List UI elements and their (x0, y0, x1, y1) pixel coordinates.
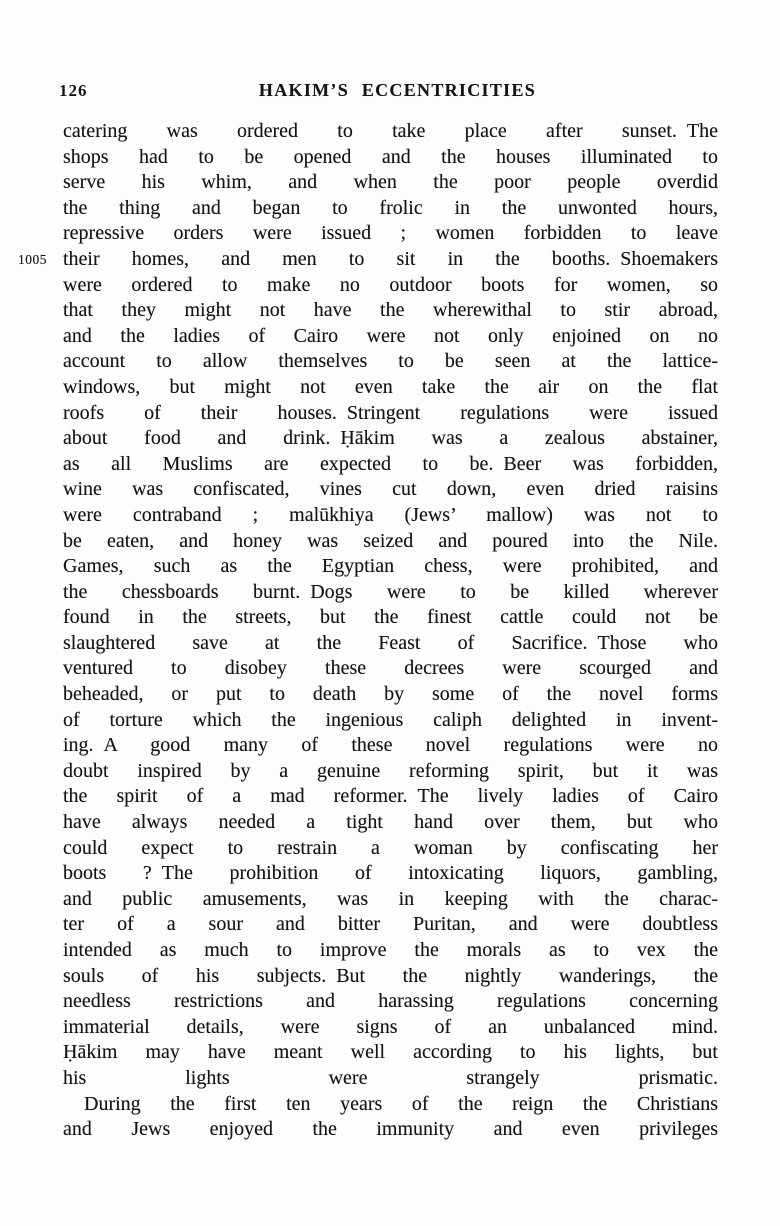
text-line: intended as much to improve the morals as to vex the (63, 939, 718, 961)
text-line: windows, but might not even take the air on the flat (63, 375, 718, 398)
text-line: beheaded, or put to death by some of the novel forms (63, 683, 718, 706)
text-line: and the ladies of Cairo were not only enjoined on no (63, 324, 718, 347)
text-line: needless restrictions and harassing regulations concerning (63, 990, 718, 1013)
text-line: the thing and began to frolic in the unwonted hours, (63, 196, 718, 219)
running-title: HAKIM’S ECCENTRICITIES (258, 80, 537, 100)
text-line: that they might not have the wherewithal to stir abroad, (63, 299, 718, 322)
text-line: account to allow themselves to be seen at the lattice- (63, 350, 718, 373)
text-line: were ordered to make no outdoor boots for women, so (63, 273, 718, 296)
text-line: found in the streets, but the finest cattle could not be (63, 606, 718, 629)
text-line: Ḥākim may have meant well according to his lights, but (63, 1041, 718, 1064)
text-line: boots ? The prohibition of intoxicating liquors, gambling, (63, 862, 718, 885)
running-header (59, 80, 718, 102)
text-line: of torture which the ingenious caliph delighted in invent- (63, 708, 718, 731)
text-line: serve his whim, and when the poor people overdid (63, 171, 718, 194)
text-line: as all Muslims are expected to be. Beer was forbidden, (63, 452, 718, 475)
text-line: wine was confiscated, vines cut down, even dried raisins (63, 478, 718, 501)
text-line: slaughtered save at the Feast of Sacrifice. Those who (63, 631, 718, 654)
text-line: the chessboards burnt. Dogs were to be killed wherever (63, 580, 718, 603)
text-line: his lights were strangely prismatic. (63, 1066, 718, 1089)
text-line: about food and drink. Ḥākim was a zealous abstainer, (63, 427, 718, 450)
text-line: roofs of their houses. Stringent regulations were issued (63, 401, 718, 424)
margin-year-note: 1005 (18, 251, 47, 267)
text-line: have always needed a tight hand over them, but who (63, 811, 718, 834)
text-line: be eaten, and honey was seized and poured into the Nile. (63, 529, 718, 552)
text-line: were contraband ; malūkhiya (Jews’ mallow) was not to (63, 503, 718, 526)
text-line: souls of his subjects. But the nightly wanderings, the (63, 964, 718, 987)
text-line: shops had to be opened and the houses illuminated to (63, 145, 718, 168)
text-line: ter of a sour and bitter Puritan, and were doubtless (63, 913, 718, 936)
text-line: and Jews enjoyed the immunity and even privileges (63, 1118, 718, 1141)
text-line: catering was ordered to take place after sunset. The (63, 120, 718, 142)
text-line: Games, such as the Egyptian chess, were prohibited, and (63, 555, 718, 578)
text-line: ventured to disobey these decrees were scourged and (63, 657, 718, 680)
text-line: During the first ten years of the reign the Christians (84, 1092, 718, 1115)
text-line: could expect to restrain a woman by confiscating her (63, 836, 718, 859)
text-line: immaterial details, were signs of an unbalanced mind. (63, 1015, 718, 1038)
text-line: repressive orders were issued ; women forbidden to leave (63, 222, 718, 245)
text-line: the spirit of a mad reformer. The lively ladies of Cairo (63, 785, 718, 808)
text-line: doubt inspired by a genuine reforming spirit, but it was (63, 759, 718, 782)
text-line: ing. A good many of these novel regulations were no (63, 734, 718, 757)
text-line: their homes, and men to sit in the booths. Shoemakers 1005 (18, 247, 718, 270)
body-text (18, 119, 718, 1143)
text-line: and public amusements, was in keeping with the charac- (63, 887, 718, 910)
page-number: 126 (59, 81, 88, 100)
